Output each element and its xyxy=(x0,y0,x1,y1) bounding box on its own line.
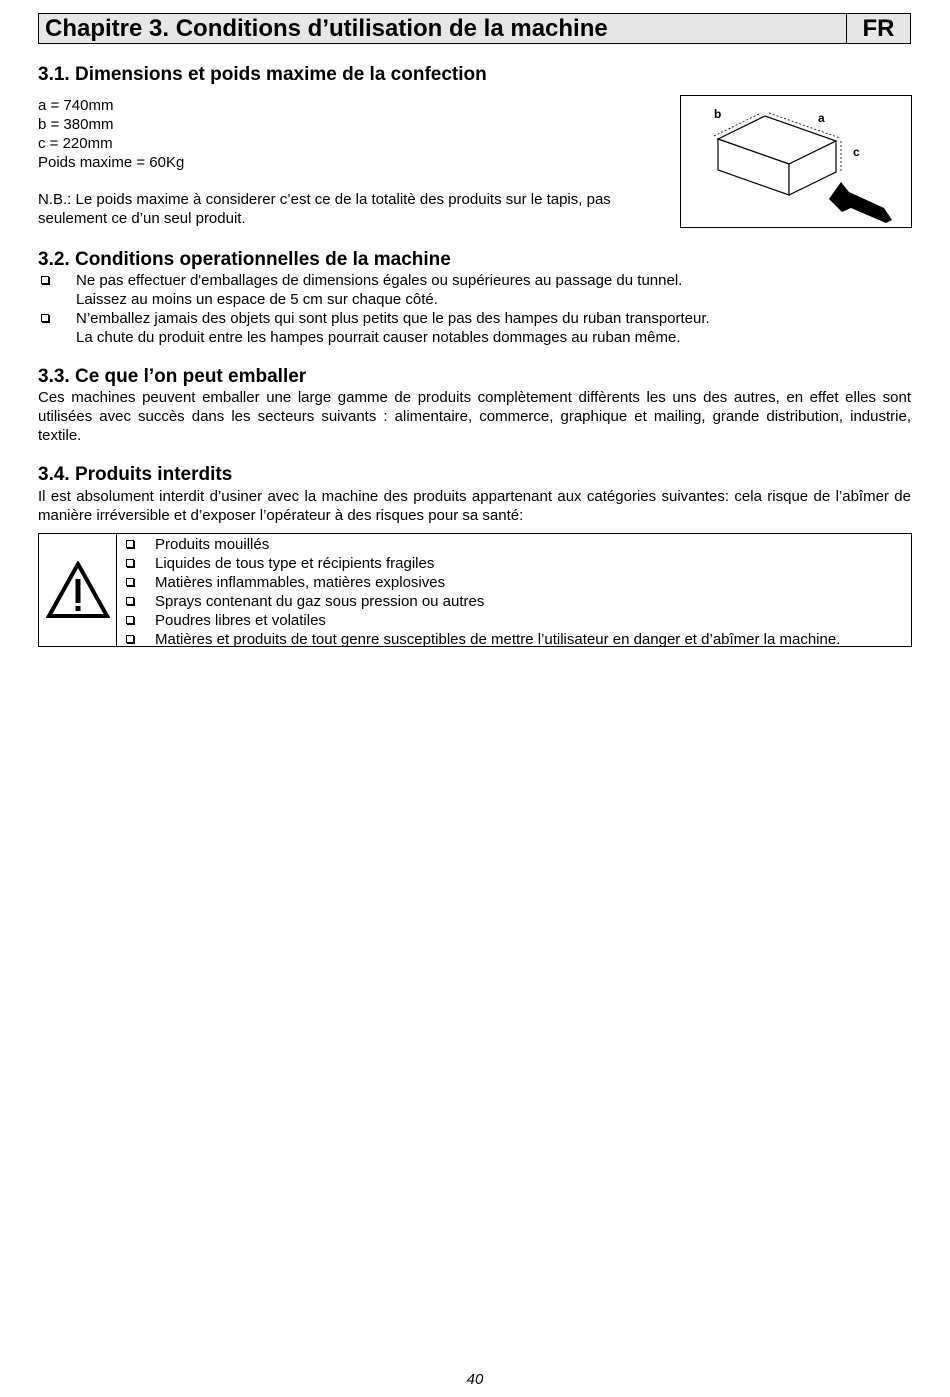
list-item-continuation: La chute du produit entre les hampes pourrait causer notables dommages au ruban même. xyxy=(76,329,681,346)
list-item-continuation: Laissez au moins un espace de 5 cm sur chaque côté. xyxy=(76,291,438,308)
feed-direction-arrow-icon xyxy=(829,182,892,223)
checkbox-bullet-icon xyxy=(41,314,49,322)
warning-cell xyxy=(39,534,117,646)
chapter-header xyxy=(38,13,911,44)
package-box-diagram xyxy=(681,96,911,227)
package-dimension-figure xyxy=(680,95,912,228)
list-item: Ne pas effectuer d'emballages de dimensions égales ou supérieures au passage du tunnel. xyxy=(38,271,911,290)
dimension-c: c = 220mm xyxy=(38,135,113,152)
language-code: FR xyxy=(846,14,910,43)
warning-triangle-icon xyxy=(46,561,110,619)
dimension-a: a = 740mm xyxy=(38,97,114,114)
label-b: b xyxy=(714,107,722,121)
dimension-b: b = 380mm xyxy=(38,116,114,133)
max-weight: Poids maxime = 60Kg xyxy=(38,154,185,171)
section-3-3-title: 3.3. Ce que l’on peut emballer xyxy=(38,366,307,387)
weight-note-line1: N.B.: Le poids maxime à considerer c’est ce de la totalitè des produits sur le tapis, pas xyxy=(38,191,611,208)
checkbox-bullet-icon xyxy=(126,616,134,624)
checkbox-bullet-icon xyxy=(126,635,134,643)
checkbox-bullet-icon xyxy=(126,559,134,567)
section-3-4-title: 3.4. Produits interdits xyxy=(38,464,233,485)
label-a: a xyxy=(818,111,825,125)
section-3-4-body: Il est absolument interdit d’usiner avec la machine des produits appartenant aux catégories suivantes: cela risque de l’abîmer de manière irréversible et d’exposer l’opérateur à des risques pour sa santé: xyxy=(38,488,911,524)
section-3-3-body: Ces machines peuvent emballer une large gamme de produits complètement diffèrents les uns des autres, en effet elles sont utilisées avec succès dans les secteurs suivants : alimentaire, commerce, graphique et mailing, grande distribution, industrie, textile. xyxy=(38,389,911,444)
label-c: c xyxy=(853,145,860,159)
prohibited-products-table: Produits mouillés Liquides de tous type et récipients fragiles Matières inflammables, matières explosives Sprays contenant du gaz sous pression ou autres Poudres libres et volatiles Matières et produits de tout genre susceptibles de mettre l’utilisateur en danger et d’abîmer la machine. xyxy=(38,533,912,647)
list-item: N’emballez jamais des objets qui sont plus petits que le pas des hampes du ruban transporteur. xyxy=(38,309,911,328)
section-3-1-title: 3.1. Dimensions et poids maxime de la confection xyxy=(38,64,487,85)
checkbox-bullet-icon xyxy=(126,540,134,548)
checkbox-bullet-icon xyxy=(41,276,49,284)
section-3-2-title: 3.2. Conditions operationnelles de la machine xyxy=(38,249,451,270)
checkbox-bullet-icon xyxy=(126,597,134,605)
chapter-title: Chapitre 3. Conditions d’utilisation de la machine xyxy=(45,15,608,42)
checkbox-bullet-icon xyxy=(126,578,134,586)
weight-note-line2: seulement ce d’un seul produit. xyxy=(38,210,246,227)
page-number: 40 xyxy=(466,1371,484,1388)
operating-conditions-list xyxy=(38,271,911,347)
